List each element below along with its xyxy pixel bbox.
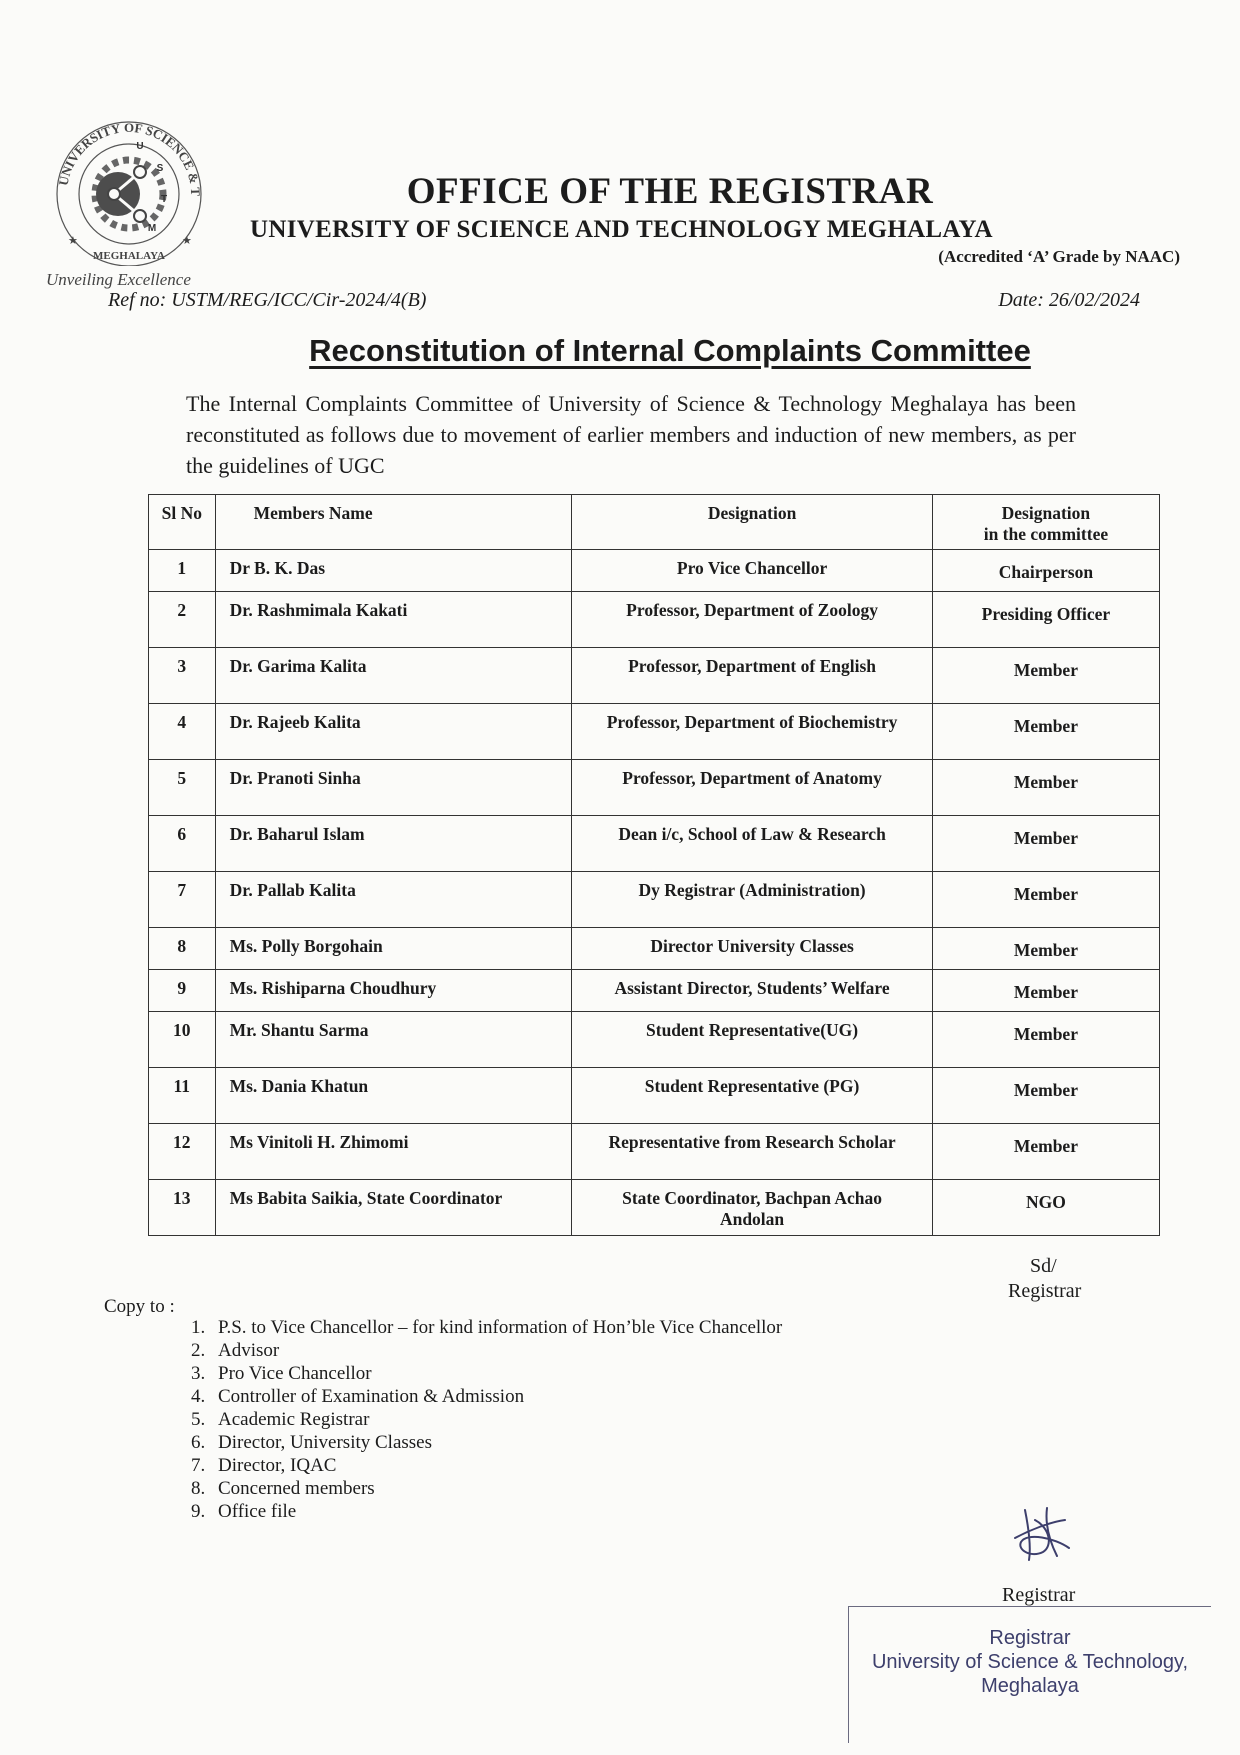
cell-role: Member	[932, 1068, 1159, 1124]
signed-mark: Sd/	[1030, 1255, 1057, 1277]
cell-sl: 13	[149, 1180, 216, 1236]
cell-sl: 5	[149, 760, 216, 816]
table-row	[149, 1012, 1160, 1068]
cell-role: Chairperson	[932, 550, 1159, 592]
header-committee-line2: in the committee	[983, 524, 1109, 544]
cell-sl: 9	[149, 970, 216, 1012]
list-item: 5. Academic Registrar	[210, 1408, 782, 1431]
cell-sl: 10	[149, 1012, 216, 1068]
cell-role: Member	[932, 1012, 1159, 1068]
cell-name: Dr. Rashmimala Kakati	[215, 592, 572, 648]
table-header-row	[149, 495, 1160, 550]
cell-designation: Representative from Research Scholar	[572, 1124, 933, 1180]
table-row	[149, 928, 1160, 970]
table-row	[149, 816, 1160, 872]
header-committee-designation	[932, 495, 1159, 550]
cell-designation: Dy Registrar (Administration)	[572, 872, 933, 928]
copy-to-list	[150, 1316, 782, 1523]
cell-name: Dr. Pranoti Sinha	[215, 760, 572, 816]
list-item: 3. Pro Vice Chancellor	[210, 1362, 782, 1385]
logo-letter: T	[160, 194, 168, 205]
logo-letter: M	[147, 223, 157, 234]
registrar-signature-title: Registrar	[1002, 1584, 1076, 1606]
cell-name: Dr. Garima Kalita	[215, 648, 572, 704]
table-row	[149, 1124, 1160, 1180]
cell-role: Member	[932, 760, 1159, 816]
cell-role: NGO	[932, 1180, 1159, 1236]
star-icon: ★	[68, 235, 78, 247]
header-committee-line1: Designation	[1001, 503, 1091, 523]
circular-date: Date: 26/02/2024	[998, 289, 1140, 311]
table-row	[149, 648, 1160, 704]
signed-registrar: Registrar	[1008, 1280, 1082, 1302]
cell-role: Member	[932, 648, 1159, 704]
cell-role: Member	[932, 704, 1159, 760]
cell-designation: Assistant Director, Students’ Welfare	[572, 970, 933, 1012]
cell-role: Member	[932, 1124, 1159, 1180]
cell-role: Member	[932, 816, 1159, 872]
cell-sl: 7	[149, 872, 216, 928]
table-row	[149, 1068, 1160, 1124]
header-sl-no: Sl No	[149, 495, 216, 550]
cell-designation: Professor, Department of Biochemistry	[572, 704, 933, 760]
list-item: 8. Concerned members	[210, 1477, 782, 1500]
list-item: 2. Advisor	[210, 1339, 782, 1362]
committee-members-table	[148, 494, 1160, 1236]
cell-name: Dr. Pallab Kalita	[215, 872, 572, 928]
cell-designation: Dean i/c, School of Law & Research	[572, 816, 933, 872]
stamp-title: Registrar	[989, 1627, 1071, 1649]
cell-designation: Pro Vice Chancellor	[572, 550, 933, 592]
office-title: OFFICE OF THE REGISTRAR	[406, 171, 934, 212]
cell-designation: Professor, Department of Zoology	[572, 592, 933, 648]
document-title: Reconstitution of Internal Complaints Committee	[309, 333, 1031, 368]
table-row	[149, 760, 1160, 816]
accreditation-note: (Accredited ‘A’ Grade by NAAC)	[938, 247, 1180, 266]
list-item: 6. Director, University Classes	[210, 1431, 782, 1454]
handwritten-signature	[995, 1500, 1085, 1570]
cell-role: Member	[932, 872, 1159, 928]
cell-name: Ms Babita Saikia, State Coordinator	[215, 1180, 572, 1236]
table-row	[149, 1180, 1160, 1236]
list-item: 4. Controller of Examination & Admission	[210, 1385, 782, 1408]
list-item: 1. P.S. to Vice Chancellor – for kind information of Hon’ble Vice Chancellor	[210, 1316, 782, 1339]
stamp-state: Meghalaya	[981, 1675, 1079, 1697]
cell-sl: 11	[149, 1068, 216, 1124]
table-row	[149, 970, 1160, 1012]
cell-designation: Director University Classes	[572, 928, 933, 970]
cell-role: Member	[932, 970, 1159, 1012]
list-item: 7. Director, IQAC	[210, 1454, 782, 1477]
registrar-stamp	[848, 1606, 1211, 1743]
copy-to-label: Copy to :	[104, 1296, 175, 1317]
cell-name: Dr. Rajeeb Kalita	[215, 704, 572, 760]
cell-name: Dr. Baharul Islam	[215, 816, 572, 872]
cell-name: Dr B. K. Das	[215, 550, 572, 592]
cell-designation	[572, 1180, 933, 1236]
cell-name: Mr. Shantu Sarma	[215, 1012, 572, 1068]
cell-sl: 6	[149, 816, 216, 872]
header-member-name: Members Name	[215, 495, 572, 550]
list-item: 9. Office file	[210, 1500, 782, 1523]
logo-letter: U	[136, 141, 144, 152]
logo-bottom-text: MEGHALAYA	[93, 250, 165, 262]
table-row	[149, 592, 1160, 648]
cell-designation-line1: State Coordinator, Bachpan Achao	[622, 1188, 883, 1208]
cell-sl: 8	[149, 928, 216, 970]
logo-letter: S	[156, 163, 164, 174]
cell-name: Ms Vinitoli H. Zhimomi	[215, 1124, 572, 1180]
cell-designation: Professor, Department of English	[572, 648, 933, 704]
table-row	[149, 872, 1160, 928]
cell-name: Ms. Dania Khatun	[215, 1068, 572, 1124]
cell-designation: Student Representative (PG)	[572, 1068, 933, 1124]
cell-role: Member	[932, 928, 1159, 970]
table-row	[149, 704, 1160, 760]
header-designation: Designation	[572, 495, 933, 550]
cell-designation: Professor, Department of Anatomy	[572, 760, 933, 816]
intro-paragraph: The Internal Complaints Committee of University of Science & Technology Meghalaya has been reconstituted as follows due to movement of earlier members and induction of new members, as per the guidelines of UGC	[186, 391, 1076, 478]
stamp-university: University of Science & Technology,	[871, 1651, 1189, 1673]
cell-sl: 2	[149, 592, 216, 648]
cell-sl: 3	[149, 648, 216, 704]
cell-role: Presiding Officer	[932, 592, 1159, 648]
table-row	[149, 550, 1160, 592]
cell-sl: 12	[149, 1124, 216, 1180]
reference-number: Ref no: USTM/REG/ICC/Cir-2024/4(B)	[108, 289, 427, 311]
cell-name: Ms. Rishiparna Choudhury	[215, 970, 572, 1012]
cell-sl: 1	[149, 550, 216, 592]
cell-sl: 4	[149, 704, 216, 760]
cell-designation-line2: Andolan	[719, 1209, 785, 1229]
logo-tagline: Unveiling Excellence	[46, 270, 191, 289]
cell-name: Ms. Polly Borgohain	[215, 928, 572, 970]
university-name: UNIVERSITY OF SCIENCE AND TECHNOLOGY MEGHALAYA	[250, 216, 993, 243]
logo-ring-text: UNIVERSITY OF SCIENCE & T	[55, 119, 204, 197]
star-icon: ★	[182, 235, 192, 247]
cell-designation: Student Representative(UG)	[572, 1012, 933, 1068]
